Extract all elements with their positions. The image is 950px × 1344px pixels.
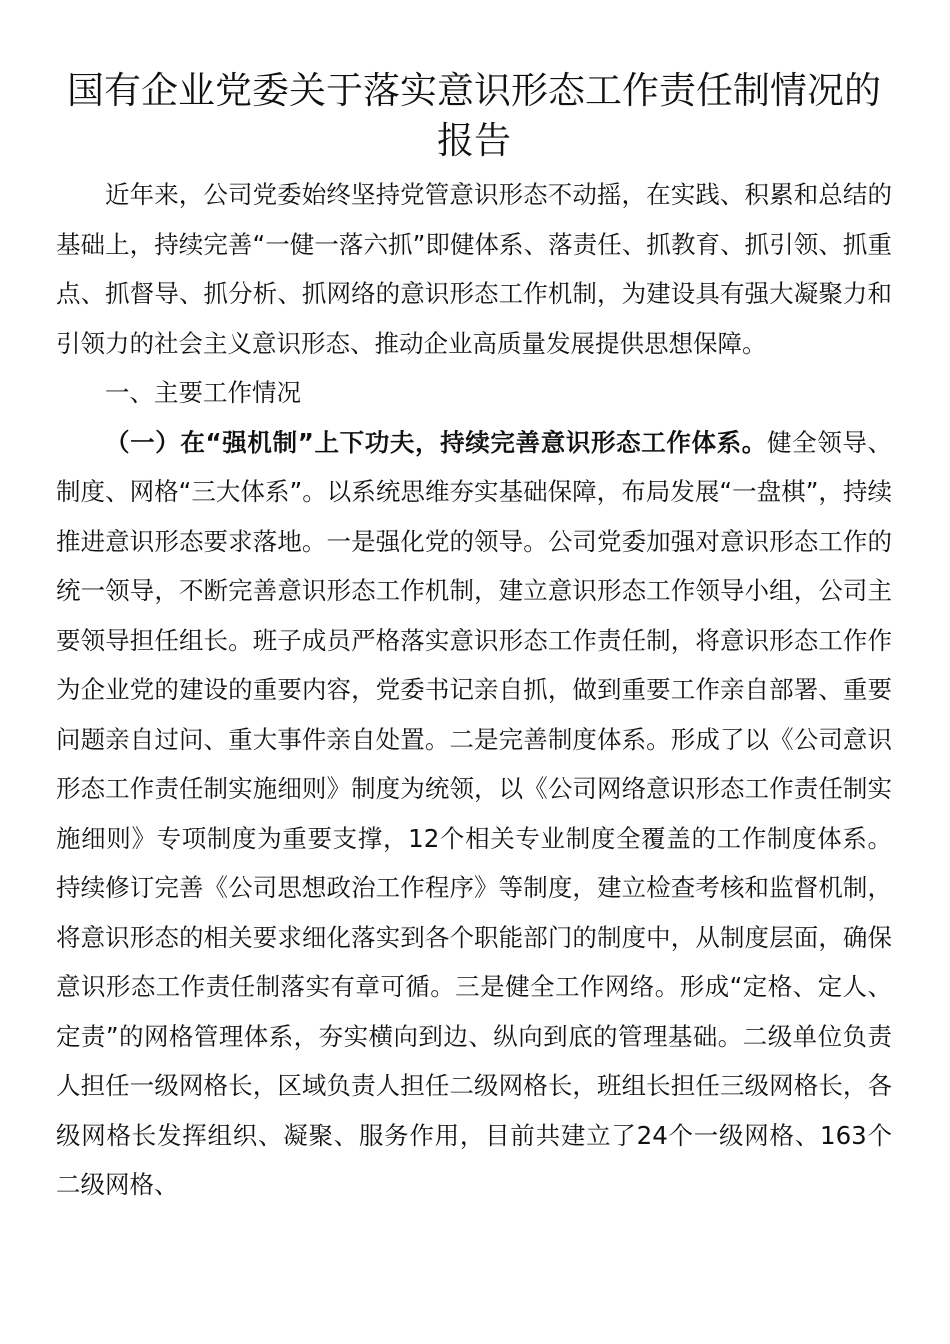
subsection-body-mechanism: 健全领导、制度、网格“三大体系”。以系统思维夯实基础保障，布局发展“一盘棋”，持续推进意识形态要求落地。一是强化党的领导。公司党委加强对意识形态工作的统一领导，不断完善意识形态工作机制，建立意识形态工作领导小组，公司主要领导担任组长。班子成员严格落实意识形态工作责任制，将意识形态工作作为企业党的建设的重要内容，党委书记亲自抓，做到重要工作亲自部署、重要问题亲自过问、重大事件亲自处置。二是完善制度体系。形成了以《公司意识形态工作责任制实施细则》制度为统领，以《公司网络意识形态工作责任制实施细则》专项制度为重要支撑，12个相关专业制度全覆盖的工作制度体系。持续修订完善《公司思想政治工作程序》等制度，建立检查考核和监督机制，将意识形态的相关要求细化落实到各个职能部门的制度中，从制度层面，确保意识形态工作责任制落实有章可循。三是健全工作网络。形成“定格、定人、定责”的网格管理体系，夯实横向到边、纵向到底的管理基础。二级单位负责人担任一级网格长，区域负责人担任二级网格长，班组长担任三级网格长，各级网格长发挥组织、凝聚、服务作用，目前共建立了24个一级网格、163个二级网格、 [56,427,893,1199]
section-heading-main-work: 一、主要工作情况 [105,378,301,407]
document-title: 国有企业党委关于落实意识形态工作责任制情况的报告 [67,69,881,162]
document-page [56,66,892,1210]
intro-paragraph: 近年来，公司党委始终坚持党管意识形态不动摇，在实践、积累和总结的基础上，持续完善“一健一落六抓”即健体系、落责任、抓教育、抓引领、抓重点、抓督导、抓分析、抓网络的意识形态工作机制，为建设具有强大凝聚力和引领力的社会主义意识形态、推动企业高质量发展提供思想保障。 [56,180,892,358]
subsection-title-mechanism: （一）在“强机制”上下功夫，持续完善意识形态工作体系。 [105,427,767,457]
subsection-paragraph-mechanism [56,418,892,1210]
